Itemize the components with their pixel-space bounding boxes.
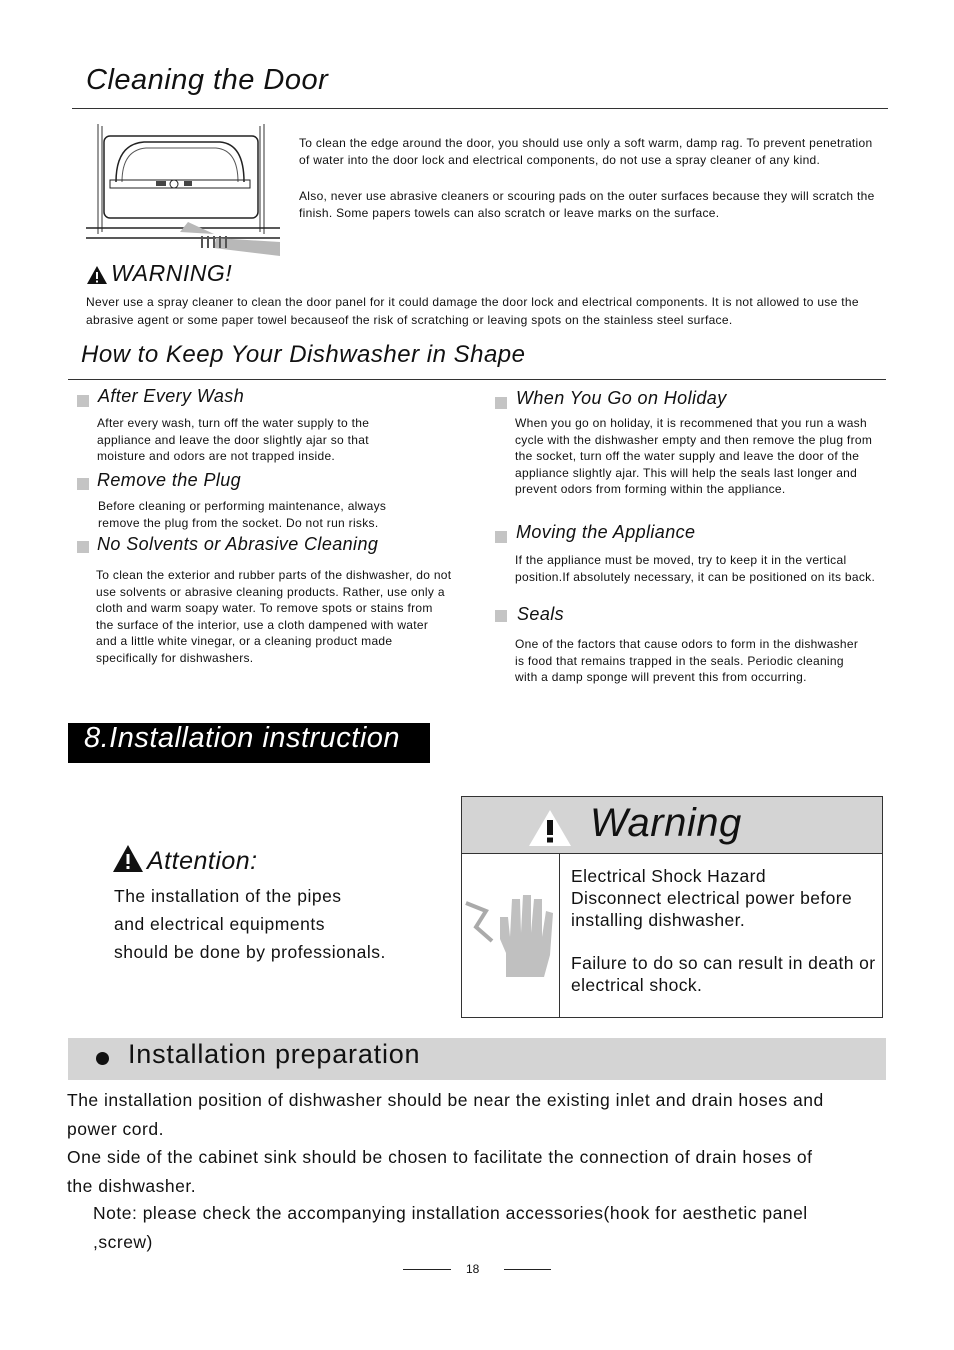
bullet-square xyxy=(77,478,89,490)
holiday-heading: When You Go on Holiday xyxy=(516,388,727,408)
page-number-rule-right xyxy=(504,1269,551,1270)
attention-triangle-icon xyxy=(112,844,144,873)
remove-plug-heading: Remove the Plug xyxy=(97,470,242,490)
holiday-text: When you go on holiday, it is recommened that you run a wash cycle with the dishwasher empty and then remove the plug from the socket, turn off the water supply and leave the door of the appliance slightly ajar. This will help the seals last longer and prevent odors from forming within the appliance. xyxy=(515,416,873,496)
warning-text: Never use a spray cleaner to clean the door panel for it could damage the door lock and electrical components. It is not allowed to use the abrasive agent or some paper towel becauseof the risk of scratching or leaving spots on the stainless steel surface. xyxy=(86,295,859,327)
seals-heading: Seals xyxy=(517,604,565,624)
bullet-square xyxy=(77,395,89,407)
attention-title: Attention: xyxy=(147,847,258,875)
attention-line: The installation of the pipes xyxy=(114,886,342,906)
attention-line: should be done by professionals. xyxy=(114,942,386,962)
bullet-square xyxy=(495,610,507,622)
moving-heading: Moving the Appliance xyxy=(516,522,696,542)
exclamation-triangle-icon xyxy=(528,809,572,847)
installation-section-title: 8.Installation instruction xyxy=(84,722,401,754)
after-every-wash-text: After every wash, turn off the water supply to the appliance and leave the door slightly ajar so that moisture and odors are not trapped inside. xyxy=(97,416,370,463)
warning-box-title: Warning xyxy=(590,801,742,845)
no-solvents-heading: No Solvents or Abrasive Cleaning xyxy=(97,534,379,554)
warning-box xyxy=(461,796,883,1018)
warning-line: Electrical Shock Hazard xyxy=(571,866,766,886)
warning-failure: Failure to do so can result in death or electrical shock. xyxy=(571,953,876,995)
shape-title: How to Keep Your Dishwasher in Shape xyxy=(81,341,526,368)
page-number-rule-left xyxy=(403,1269,451,1270)
remove-plug-text: Before cleaning or performing maintenance, always remove the plug from the socket. Do not run risks. xyxy=(98,499,387,530)
bullet-square xyxy=(495,397,507,409)
preparation-paragraph-2: One side of the cabinet sink should be chosen to facilitate the connection of drain hoses of the dishwasher. xyxy=(67,1147,813,1196)
cleaning-door-title: Cleaning the Door xyxy=(86,64,329,96)
cleaning-door-paragraph-1: To clean the edge around the door, you should use only a soft warm, damp rag. To prevent penetration of water into the door lock and electrical components, do not use a spray cleaner of any kind. xyxy=(299,136,873,167)
warning-line: Disconnect electrical power before xyxy=(571,888,853,908)
warning-box-divider xyxy=(559,854,560,1017)
page-number: 18 xyxy=(466,1262,480,1276)
warning-title: WARNING! xyxy=(111,260,233,286)
attention-line: and electrical equipments xyxy=(114,914,325,934)
title-rule xyxy=(72,108,888,109)
attention-text xyxy=(114,882,386,966)
warning-triangle-icon xyxy=(86,265,108,285)
no-solvents-text: To clean the exterior and rubber parts of the dishwasher, do not use solvents or abrasive cleaning products. Rather, use only a cloth and warm soapy water. To remove spots or stains from the surface of the interior, use a cloth dampened with water and a little white vinegar, or a cleaning product made specifically for dishwashers. xyxy=(96,568,452,665)
bullet-dot-icon xyxy=(96,1052,109,1065)
warning-line: installing dishwasher. xyxy=(571,910,746,930)
preparation-paragraph-1: The installation position of dishwasher should be near the existing inlet and drain hoses and power cord. xyxy=(67,1090,824,1139)
door-illustration xyxy=(84,124,284,260)
shape-rule xyxy=(68,379,886,380)
cleaning-door-paragraph-2: Also, never use abrasive cleaners or scouring pads on the outer surfaces because they will scratch the finish. Some papers towels can also scratch or leave marks on the surface. xyxy=(299,189,875,220)
bullet-square xyxy=(77,541,89,553)
warning-box-body xyxy=(571,865,879,996)
moving-text: If the appliance must be moved, try to keep it in the vertical position.If absolutely necessary, it can be positioned on its back. xyxy=(515,553,876,584)
preparation-note: Note: please check the accompanying installation accessories(hook for aesthetic panel ,screw) xyxy=(93,1203,808,1252)
preparation-title: Installation preparation xyxy=(128,1039,421,1069)
bullet-square xyxy=(495,531,507,543)
electric-shock-hand-icon xyxy=(464,889,556,981)
seals-text: One of the factors that cause odors to form in the dishwasher is food that remains trapped in the seals. Periodic cleaning with a damp sponge will prevent this from occurring. xyxy=(515,637,859,684)
after-every-wash-heading: After Every Wash xyxy=(98,386,245,406)
